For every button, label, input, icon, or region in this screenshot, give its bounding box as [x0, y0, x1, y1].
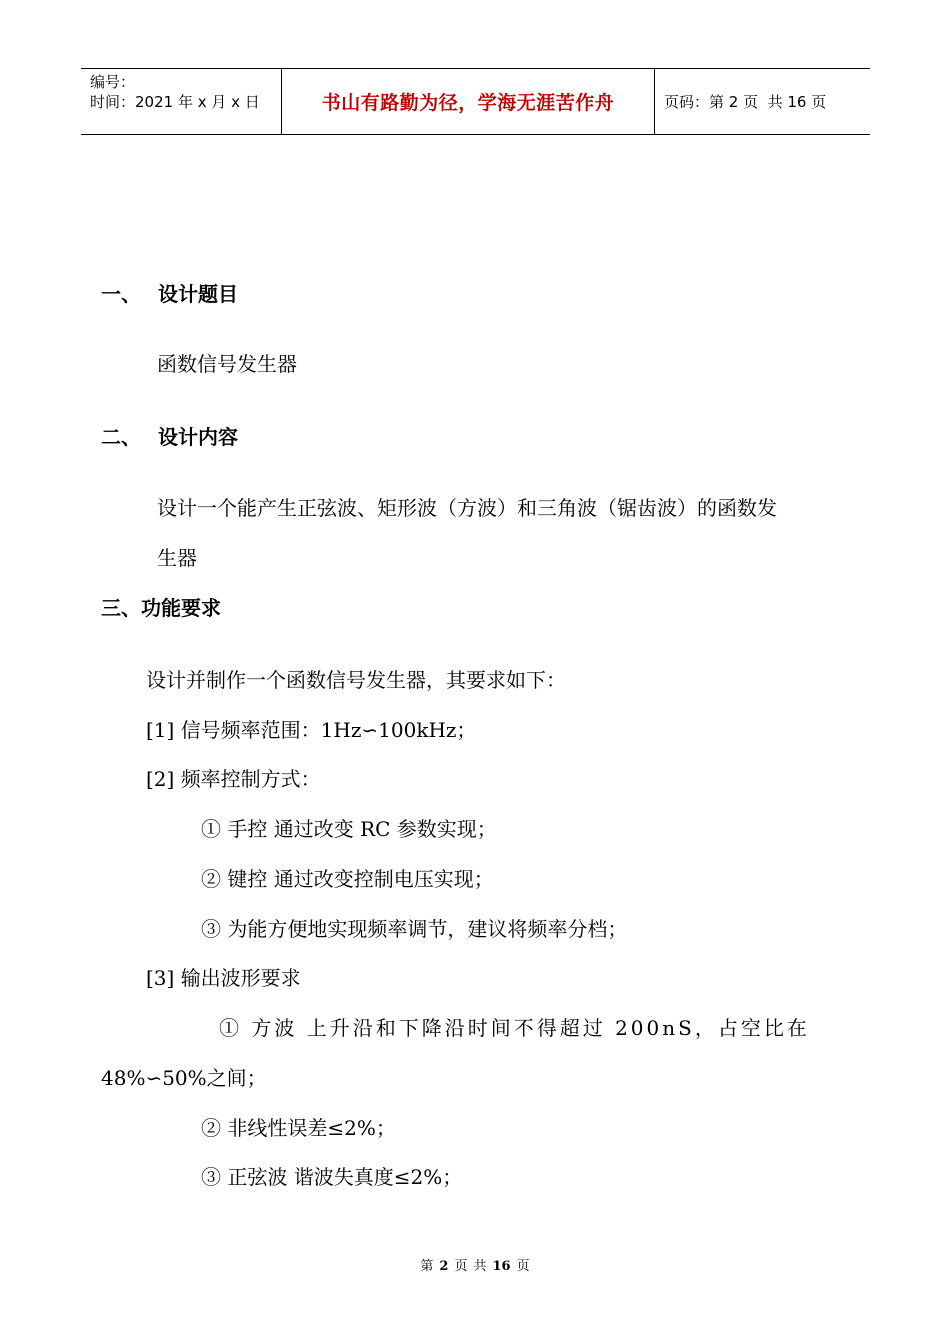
- requirement-3a-line1: ① 方波 上升沿和下降沿时间不得超过 200nS，占空比在: [219, 1016, 810, 1040]
- section-body-2-line2: 生器: [157, 546, 197, 570]
- requirements-intro: 设计并制作一个函数信号发生器，其要求如下：: [146, 668, 566, 692]
- requirement-2b: ② 键控 通过改变控制电压实现；: [201, 867, 494, 891]
- requirement-3: [3] 输出波形要求: [146, 966, 301, 990]
- section-heading-1: [101, 281, 238, 307]
- section-heading-3: 三、功能要求: [101, 596, 221, 620]
- requirement-3a-line2: 48%∽50%之间；: [101, 1066, 267, 1090]
- footer-page-word: 页: [454, 1259, 468, 1274]
- page-header: [81, 68, 870, 135]
- footer-page-prefix: 第: [420, 1259, 434, 1274]
- footer-page-number: 2: [439, 1259, 449, 1274]
- footer-total-number: 16: [492, 1259, 511, 1274]
- requirement-2c: ③ 为能方便地实现频率调节，建议将频率分档；: [201, 917, 628, 941]
- section-number: 一、: [101, 282, 141, 306]
- requirement-3b: ② 非线性误差≤2%；: [201, 1116, 396, 1140]
- header-divider: [654, 69, 655, 134]
- header-page-info: 页码：第 2 页 共 16 页: [664, 93, 827, 111]
- footer-total-prefix: 共: [473, 1259, 487, 1274]
- serial-label: 编号：: [90, 73, 136, 91]
- requirement-2: [2] 频率控制方式：: [146, 767, 321, 791]
- section-body-2-line1: 设计一个能产生正弦波、矩形波（方波）和三角波（锯齿波）的函数发: [157, 496, 777, 520]
- requirement-3c: ③ 正弦波 谐波失真度≤2%；: [201, 1165, 463, 1189]
- header-motto: 书山有路勤为径，学海无涯苦作舟: [321, 92, 615, 114]
- requirement-2a: ① 手控 通过改变 RC 参数实现；: [201, 817, 497, 841]
- header-meta: [81, 69, 281, 134]
- footer-total-word: 页: [516, 1259, 530, 1274]
- section-heading-2: [101, 424, 238, 450]
- section-title: 设计内容: [158, 425, 238, 449]
- requirement-1: [1] 信号频率范围：1Hz∽100kHz；: [146, 718, 477, 742]
- page-footer: [0, 1258, 950, 1276]
- section-number: 二、: [101, 425, 141, 449]
- section-title: 设计题目: [158, 282, 238, 306]
- section-body-1: 函数信号发生器: [157, 352, 297, 376]
- time-label: 时间：2021 年 x 月 x 日: [90, 93, 260, 111]
